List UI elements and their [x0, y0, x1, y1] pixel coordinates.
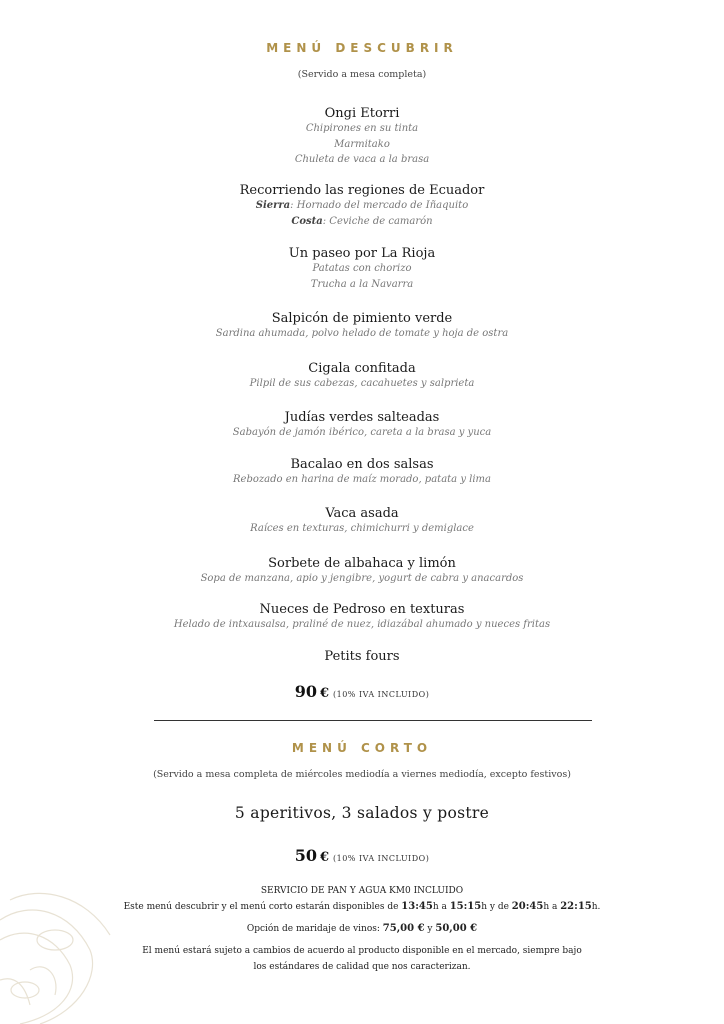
- course: [0, 410, 724, 441]
- vat-note: (10% IVA INCLUIDO): [333, 854, 430, 863]
- course-description: [0, 214, 724, 230]
- course: [0, 457, 724, 488]
- course: [0, 311, 724, 342]
- course-description: Sardina ahumada, polvo helado de tomate y hoja de ostra: [215, 328, 509, 339]
- time-1: 13:45: [401, 901, 433, 912]
- menu-corto-summary: 5 aperitivos, 3 salados y postre: [234, 804, 490, 822]
- course-name: Ongi Etorri: [324, 106, 400, 121]
- course-description: Marmitako: [334, 138, 390, 150]
- pairing-sep: y: [424, 924, 436, 934]
- vat-note: (10% IVA INCLUIDO): [333, 690, 430, 699]
- course-name: Un paseo por La Rioja: [288, 246, 436, 261]
- course-description: Sopa de manzana, apio y jengibre, yogurt de cabra y anacardos: [200, 573, 524, 584]
- course-description: Chuleta de vaca a la brasa: [294, 154, 430, 165]
- sep-2: h y de: [481, 902, 512, 912]
- course: [0, 246, 724, 292]
- course: [0, 556, 724, 587]
- time-3: 20:45: [511, 901, 544, 912]
- course: [0, 183, 724, 229]
- course-description: Sabayón de jamón ibérico, careta a la brasa y yuca: [232, 427, 492, 438]
- course: [0, 602, 724, 633]
- course-description: Trucha a la Navarra: [310, 278, 414, 290]
- course-name: Cigala confitada: [308, 361, 416, 376]
- region-label: Sierra: [255, 200, 291, 211]
- course-description: Pilpil de sus cabezas, cacahuetes y salprieta: [249, 378, 475, 389]
- currency: €: [319, 850, 329, 865]
- course: [0, 649, 724, 664]
- course-name: Salpicón de pimiento verde: [271, 311, 453, 326]
- pairing-price-2: 50,00 €: [435, 923, 478, 934]
- sep-3: h a: [543, 902, 561, 912]
- course-description: [0, 198, 724, 214]
- menu-corto-note: (Servido a mesa completa de miércoles mediodía a viernes mediodía, excepto festivos): [153, 769, 571, 780]
- disclaimer-line-1: El menú estará sujeto a cambios de acuerdo al producto disponible en el mercado, siempre bajo: [142, 946, 582, 956]
- menu-corto-price: [0, 846, 724, 865]
- course-description: Patatas con chorizo: [312, 263, 412, 274]
- course-description: Helado de intxausalsa, praliné de nuez, idiazábal ahumado y nueces fritas: [173, 619, 551, 630]
- currency: €: [319, 686, 329, 701]
- wine-pairing-note: [0, 921, 724, 937]
- course-name: Vaca asada: [325, 506, 399, 521]
- menu-corto-title: MENÚ CORTO: [291, 741, 433, 755]
- course-description: Raíces en texturas, chimichurri y demiglace: [250, 523, 474, 534]
- time-4: 22:15: [560, 901, 592, 912]
- footer: [0, 883, 724, 975]
- pairing-price-1: 75,00 €: [382, 923, 425, 934]
- time-2: 15:15: [449, 901, 482, 912]
- menu-descubrir-price: [0, 682, 724, 701]
- course: [0, 106, 724, 168]
- course: [0, 506, 724, 537]
- course-name: Sorbete de albahaca y limón: [268, 556, 456, 571]
- course-name: Petits fours: [324, 649, 400, 664]
- availability-note: [0, 899, 724, 915]
- sep-4: h.: [591, 902, 601, 912]
- course-name: Bacalao en dos salsas: [290, 457, 434, 472]
- course-name: Judías verdes salteadas: [284, 410, 440, 425]
- availability-prefix: Este menú descubrir y el menú corto estarán disponibles de: [123, 902, 402, 912]
- price-value: 90: [294, 682, 317, 701]
- service-note: SERVICIO DE PAN Y AGUA KM0 INCLUIDO: [260, 886, 464, 896]
- course-description: Rebozado en harina de maíz morado, patata y lima: [233, 474, 491, 485]
- region-dish: : Hornado del mercado de Iñaquito: [290, 200, 469, 211]
- menu-descubrir-title: MENÚ DESCUBRIR: [266, 41, 458, 55]
- price-value: 50: [294, 846, 317, 865]
- disclaimer-line-2: los estándares de calidad que nos caracterizan.: [253, 962, 471, 972]
- pairing-label: Opción de maridaje de vinos:: [246, 924, 383, 934]
- region-label: Costa: [291, 215, 323, 227]
- sep-1: h a: [432, 902, 450, 912]
- menu-descubrir-note: (Servido a mesa completa): [297, 69, 427, 80]
- course-description: Chipirones en su tinta: [305, 123, 419, 134]
- course: [0, 361, 724, 392]
- region-dish: : Ceviche de camarón: [322, 215, 433, 227]
- course-name: Nueces de Pedroso en texturas: [259, 602, 465, 617]
- section-divider: [154, 720, 592, 721]
- course-name: Recorriendo las regiones de Ecuador: [239, 183, 485, 198]
